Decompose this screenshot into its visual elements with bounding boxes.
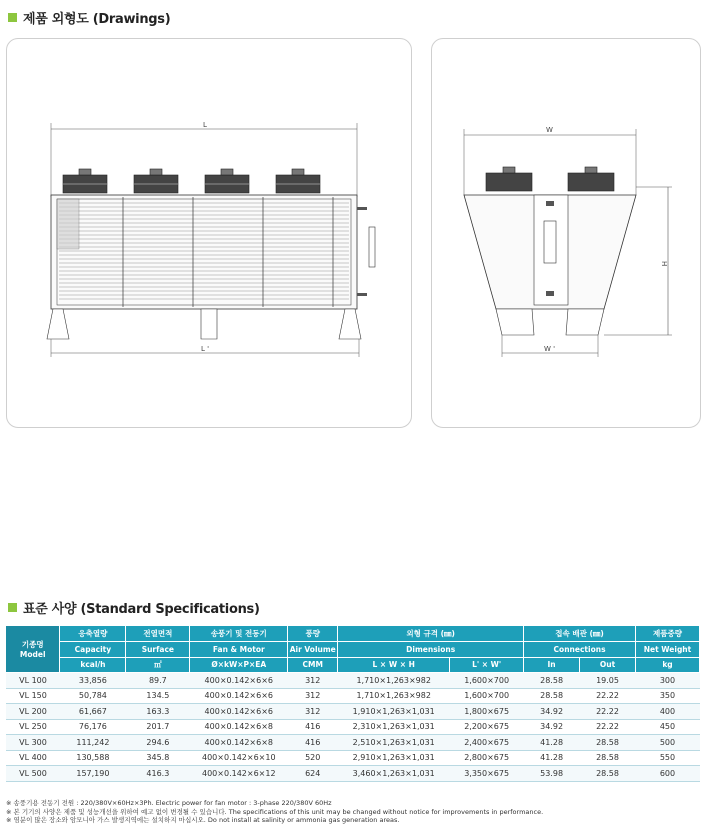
side-view-drawing	[432, 39, 700, 427]
th-en: Surface	[126, 642, 190, 658]
th-unit: kcal/h	[60, 657, 126, 673]
table-row: VL 200 61,667 163.3 400×0.142×6×6 312 1,910×1,263×1,031 1,800×675 34.92 22.22 400	[6, 704, 700, 720]
table-row: VL 100 33,856 89.7 400×0.142×6×6 312 1,710×1,263×982 1,600×700 28.58 19.05 300	[6, 673, 700, 689]
th-ko: 접속 배관 (㎜)	[524, 626, 636, 642]
th-en: Fan & Motor	[190, 642, 288, 658]
th-unit: Ø×kW×P×EA	[190, 657, 288, 673]
footnotes	[6, 799, 543, 825]
leg	[339, 309, 361, 339]
side-view-panel	[431, 38, 701, 428]
th-en: Capacity	[60, 642, 126, 658]
th-en: Air Volume	[288, 642, 338, 658]
th-unit: L × W × H	[338, 657, 450, 673]
th-en: Dimensions	[338, 642, 524, 658]
spec-table	[6, 626, 700, 782]
front-view-drawing	[7, 39, 411, 427]
leg	[47, 309, 69, 339]
pipe-in	[357, 207, 367, 210]
leg	[566, 309, 604, 335]
th-ko: 제품중량	[635, 626, 699, 642]
th-unit: Out	[580, 657, 636, 673]
label-L: L	[203, 121, 207, 129]
pipe-out	[357, 293, 367, 296]
th-en: Net Weight	[635, 642, 699, 658]
th-unit: ㎡	[126, 657, 190, 673]
th-model: 기종명 Model	[6, 626, 60, 673]
bullet-square-icon	[8, 13, 17, 22]
footnote: ※ 본 기기의 사양은 제품 및 성능개선을 위하여 예고 없이 변경될 수 있습니다. The specifications of this unit may be changed without notice for improvements in performance.	[6, 807, 544, 816]
label-Lp: L '	[201, 345, 210, 353]
leg	[201, 309, 217, 339]
th-unit: CMM	[288, 657, 338, 673]
drawings-section-title	[8, 8, 170, 27]
th-en: Connections	[524, 642, 636, 658]
th-ko: 전열면적	[126, 626, 190, 642]
specs-section-title	[8, 598, 260, 617]
table-row: VL 150 50,784 134.5 400×0.142×6×6 312 1,710×1,263×982 1,600×700 28.58 22.22 350	[6, 688, 700, 704]
table-row: VL 300 111,242 294.6 400×0.142×6×8 416 2,510×1,263×1,031 2,400×675 41.28 28.58 500	[6, 735, 700, 751]
footnote: ※ 송풍기용 전동기 전원 : 220/380V×60Hz×3Ph. Electric power for fan motor : 3-phase 220/380V 60Hz	[6, 799, 332, 807]
label-H: H	[660, 261, 668, 267]
unit-body	[51, 195, 357, 309]
front-view-panel	[6, 38, 412, 428]
th-ko: 외형 규격 (㎜)	[338, 626, 524, 642]
fan-row	[486, 167, 614, 191]
table-row: VL 250 76,176 201.7 400×0.142×6×8 416 2,310×1,263×1,031 2,200×675 34.92 22.22 450	[6, 719, 700, 735]
drawings-title-text: 제품 외형도 (Drawings)	[23, 12, 171, 27]
footnote: ※ 염분이 많은 장소와 암모니아 가스 발생지역에는 설치하지 마십시오. Do not install at salinity or ammonia gas generation areas.	[6, 816, 400, 824]
th-unit: L' × W'	[450, 657, 524, 673]
bullet-square-icon	[8, 603, 17, 612]
label-Wp: W '	[544, 345, 556, 353]
fan-row	[63, 169, 320, 193]
th-unit: In	[524, 657, 580, 673]
table-row: VL 500 157,190 416.3 400×0.142×6×12 624 3,460×1,263×1,031 3,350×675 53.98 28.58 600	[6, 766, 700, 782]
specs-title-text: 표준 사양 (Standard Specifications)	[23, 602, 260, 617]
label-W: W	[546, 126, 553, 134]
th-ko: 응축열량	[60, 626, 126, 642]
th-ko: 풍량	[288, 626, 338, 642]
th-unit: kg	[635, 657, 699, 673]
leg	[496, 309, 534, 335]
th-ko: 송풍기 및 전동기	[190, 626, 288, 642]
table-row: VL 400 130,588 345.8 400×0.142×6×10 520 2,910×1,263×1,031 2,800×675 41.28 28.58 550	[6, 750, 700, 766]
